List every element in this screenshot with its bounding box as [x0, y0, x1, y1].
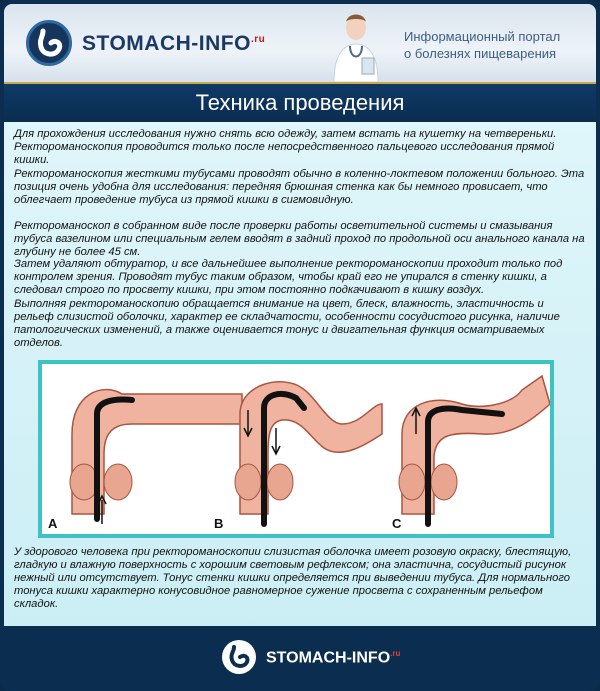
site-header [4, 4, 596, 82]
paragraph-3: Ректороманоскоп в собранном виде после проверки работы осветительной системы и смазывания тубуса вазелином или специальным гелем вводят в задний проход по продольной оси анального канала на глубину не более 45 см. [14, 220, 585, 258]
figure-label-a: A [48, 516, 58, 531]
footer-stomach-logo-icon[interactable] [222, 640, 256, 674]
paragraph-4: Затем удаляют обтуратор, и все дальнейшее выполнение ректороманоскопии проходит только под контролем зрения. Проводят тубус таким образом, чтобы край его не упирался в стенку кишки, а следовал строго по просвету кишки, при этом постоянно подкачивают в кишку воздух. [14, 258, 563, 296]
sigmoidoscopy-illustration [42, 364, 550, 534]
article-content [4, 122, 596, 626]
paragraph-2: Ректороманоскопия жесткими тубусами проводят обычно в коленно-локтевом положении больного. Эта позиция очень удобна для исследования: передняя брюшная стенка как бы немного провисает, что облегчает проведение тубуса из прямой кишки в сигмовидную. [14, 168, 585, 206]
paragraph-5: Выполняя ректороманоскопию обращается внимание на цвет, блеск, влажность, эластичность и рельеф слизистой оболочки, характер ее складчатости, особенности сосудистого рисунка, наличие патологических изменений, а также оценивается тонус и двигательная функция осматриваемых отделов. [14, 298, 560, 349]
panel-a-illustration [70, 390, 242, 524]
title-bar [4, 82, 596, 122]
figure-label-c: C [392, 516, 402, 531]
stomach-logo-icon[interactable] [26, 20, 72, 66]
site-tagline: Информационный портал о болезнях пищеварения [404, 29, 561, 61]
footer-logo-text[interactable]: STOMACH-$INFO^{.ru}$ [266, 649, 401, 667]
paragraph-1: Для прохождения исследования нужно снять всю одежду, затем встать на кушетку на четвереньки. Ректороманоскопия проводится только после непосредственного пальцевого исследования прямой кишки. [14, 128, 557, 166]
panel-b-illustration [235, 382, 382, 524]
panel-c-illustration [399, 376, 550, 524]
doctor-illustration-icon [326, 10, 386, 82]
page-title: Техника проведения [195, 90, 405, 115]
procedure-figure [38, 360, 554, 538]
site-footer [4, 626, 596, 687]
paragraph-6: У здорового человека при ректороманоскопии слизистая оболочка имеет розовую окраску, блестящую, гладкую и влажную поверхность с хорошим световым рефлексом; она эластична, сосудистый рисунок нежный или отсутствует. Тонус стенки кишки определяется при выведении тубуса. Для нормального тонуса кишки характерно конусовидное равномерное сужение просвета с сохраненным рельефом складок. [14, 546, 572, 610]
figure-label-b: B [214, 516, 224, 531]
site-logo-text[interactable]: STOMACH-$INFO^{.ru}$ [82, 32, 266, 55]
